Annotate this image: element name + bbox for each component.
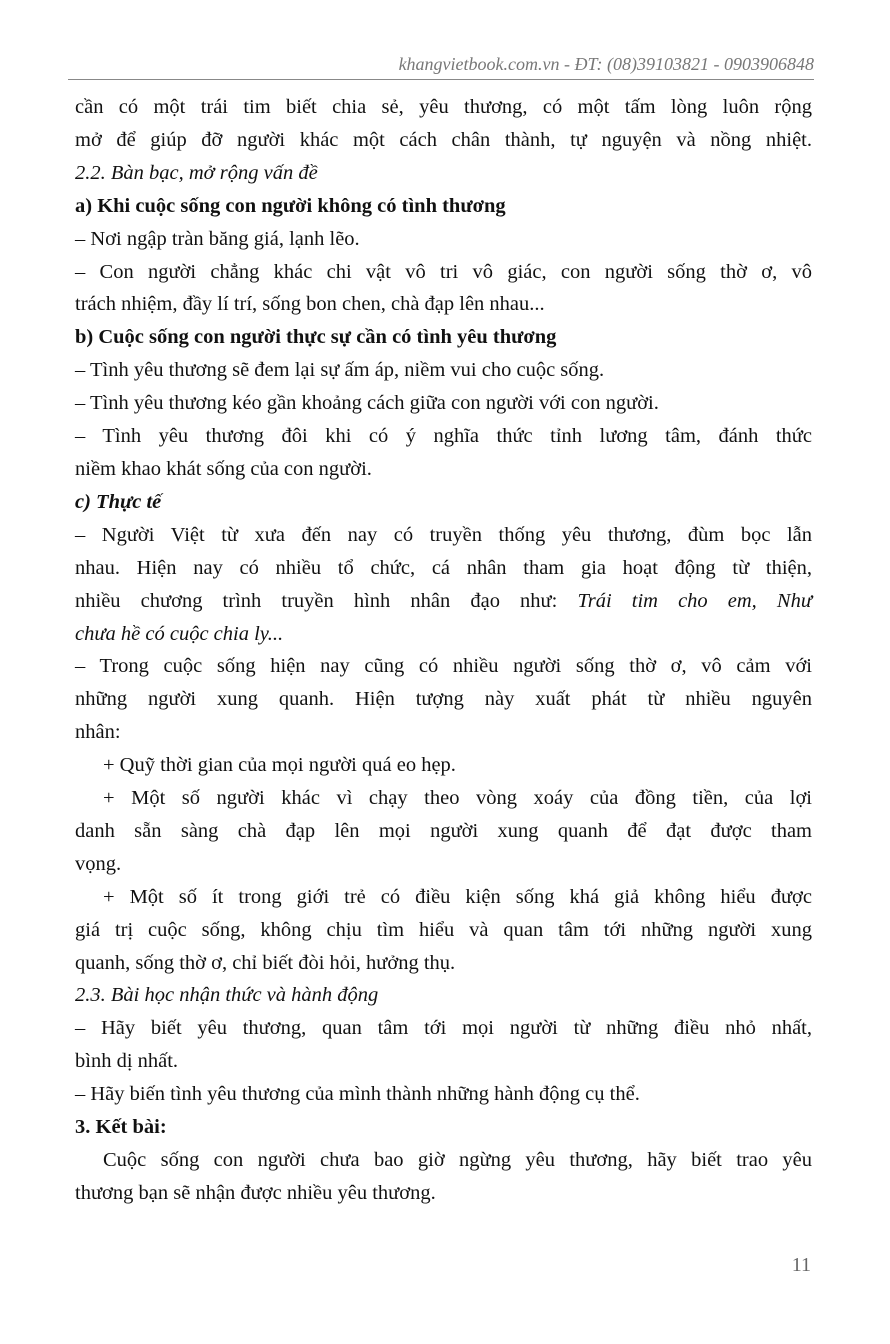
text-line: vọng. bbox=[75, 852, 122, 875]
text-line: + Quỹ thời gian của mọi người quá eo hẹp. bbox=[103, 754, 456, 777]
text-line: giá trị cuộc sống, không chịu tìm hiểu và quan tâm tới những người xung bbox=[75, 918, 812, 941]
text-line: + Một số ít trong giới trẻ có điều kiện sống khá giả không hiểu được bbox=[103, 885, 812, 908]
running-header: khangvietbook.com.vn - ĐT: (08)39103821 - 0903906848 bbox=[398, 54, 814, 74]
text-line: những người xung quanh. Hiện tượng này xuất phát từ nhiều nguyên bbox=[75, 688, 812, 711]
text-line: mở để giúp đỡ người khác một cách chân thành, tự nguyện và nồng nhiệt. bbox=[75, 128, 812, 151]
text-line: nhân: bbox=[75, 721, 121, 744]
program-titles: chưa hề có cuộc chia ly... bbox=[75, 622, 284, 645]
text-line: trách nhiệm, đầy lí trí, sống bon chen, chà đạp lên nhau... bbox=[75, 293, 545, 316]
text-line: – Hãy biến tình yêu thương của mình thành những hành động cụ thể. bbox=[75, 1083, 640, 1106]
text-line: Cuộc sống con người chưa bao giờ ngừng yêu thương, hãy biết trao yêu bbox=[103, 1149, 812, 1171]
text-line: – Con người chẳng khác chi vật vô tri vô giác, con người sống thờ ơ, vô bbox=[75, 260, 812, 283]
text-line: danh sẵn sàng chà đạp lên mọi người xung quanh để đạt được tham bbox=[75, 819, 812, 842]
header-divider bbox=[68, 79, 814, 80]
subheading-a: a) Khi cuộc sống con người không có tình thương bbox=[75, 194, 506, 217]
text-line: – Tình yêu thương sẽ đem lại sự ấm áp, niềm vui cho cuộc sống. bbox=[75, 359, 605, 382]
text-line: – Hãy biết yêu thương, quan tâm tới mọi người từ những điều nhỏ nhất, bbox=[75, 1017, 812, 1040]
subheading-b: b) Cuộc sống con người thực sự cần có tình yêu thương bbox=[75, 326, 557, 349]
text-line: cần có một trái tim biết chia sẻ, yêu thương, có một tấm lòng luôn rộng bbox=[75, 96, 812, 118]
text-segment: nhiều chương trình truyền hình nhân đạo như: bbox=[75, 589, 578, 612]
text-line: – Nơi ngập tràn băng giá, lạnh lẽo. bbox=[75, 227, 360, 250]
text-line: niềm khao khát sống của con người. bbox=[75, 457, 372, 480]
program-titles: Trái tim cho em, Như bbox=[577, 589, 813, 612]
section-heading-2-3: 2.3. Bài học nhận thức và hành động bbox=[75, 984, 379, 1007]
subheading-c: c) Thực tế bbox=[75, 490, 162, 513]
text-line bbox=[75, 585, 812, 618]
text-line: – Tình yêu thương kéo gần khoảng cách giữa con người với con người. bbox=[75, 392, 659, 415]
page-body bbox=[75, 91, 812, 1210]
text-line: + Một số người khác vì chạy theo vòng xoáy của đồng tiền, của lợi bbox=[103, 787, 812, 810]
text-line: bình dị nhất. bbox=[75, 1050, 179, 1073]
page-number: 11 bbox=[791, 1254, 811, 1276]
text-line: thương bạn sẽ nhận được nhiều yêu thương. bbox=[75, 1181, 436, 1204]
text-line: – Người Việt từ xưa đến nay có truyền thống yêu thương, đùm bọc lẫn bbox=[75, 523, 812, 546]
text-line: quanh, sống thờ ơ, chỉ biết đòi hỏi, hưởng thụ. bbox=[75, 951, 456, 974]
section-heading-2-2: 2.2. Bàn bạc, mở rộng vấn đề bbox=[75, 161, 318, 184]
text-line: nhau. Hiện nay có nhiều tổ chức, cá nhân tham gia hoạt động từ thiện, bbox=[75, 556, 812, 579]
section-heading-3: 3. Kết bài: bbox=[75, 1116, 167, 1139]
text-line: – Tình yêu thương đôi khi có ý nghĩa thức tỉnh lương tâm, đánh thức bbox=[75, 425, 812, 448]
text-line: – Trong cuộc sống hiện nay cũng có nhiều người sống thờ ơ, vô cảm với bbox=[75, 655, 812, 678]
